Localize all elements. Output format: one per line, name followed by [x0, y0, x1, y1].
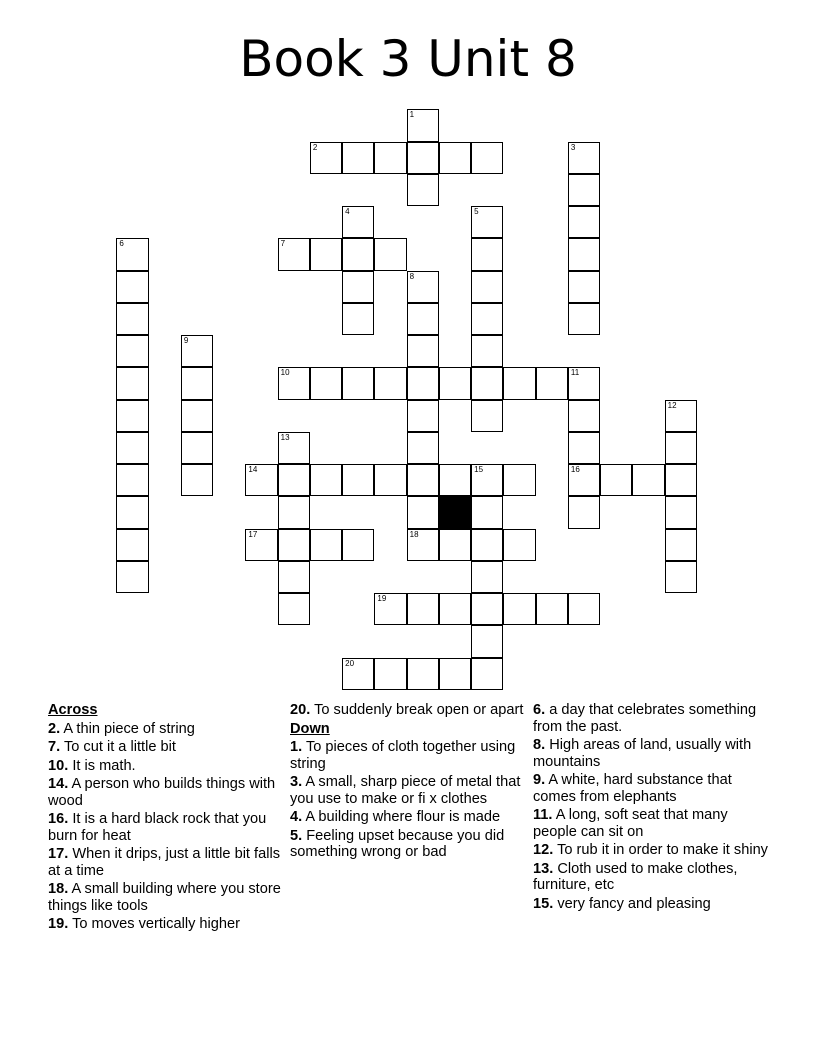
clue-number: 11. — [533, 807, 553, 823]
grid-cell[interactable] — [407, 335, 439, 367]
clue-number: 9 — [183, 336, 189, 346]
clue-number: 8 — [409, 271, 415, 281]
clue-number: 7. — [48, 739, 61, 755]
clue-number: 5. — [290, 827, 303, 844]
clue-text: It is a hard black rock that you burn for heat — [48, 811, 267, 844]
clue-number: 14. — [48, 776, 69, 792]
grid-cell[interactable] — [407, 174, 439, 206]
down-clue — [533, 861, 768, 894]
grid-cell[interactable] — [374, 367, 406, 399]
clue-number: 19. — [48, 916, 69, 932]
grid-cell[interactable] — [116, 238, 148, 270]
grid-cell[interactable] — [407, 142, 439, 174]
grid-cell[interactable] — [568, 593, 600, 625]
grid-cell[interactable] — [568, 367, 600, 399]
across-clue — [48, 916, 283, 933]
grid-cell[interactable] — [665, 496, 697, 528]
clue-number: 1. — [290, 739, 303, 755]
clues-column-1 — [48, 702, 283, 935]
clue-number: 6. — [533, 702, 546, 718]
grid-cell[interactable] — [536, 593, 568, 625]
clue-number: 20 — [345, 658, 355, 668]
clue-text: A small, sharp piece of metal that you use to make or fi x clothes — [290, 774, 521, 807]
down-clue — [533, 807, 768, 840]
grid-cell[interactable] — [278, 496, 310, 528]
grid-cell[interactable] — [374, 142, 406, 174]
grid-cell[interactable] — [568, 238, 600, 270]
clue-number: 18 — [409, 529, 419, 539]
down-clue — [290, 809, 525, 826]
grid-cell[interactable] — [181, 400, 213, 432]
grid-cell[interactable] — [568, 432, 600, 464]
clue-number: 4. — [290, 809, 303, 825]
grid-cell[interactable] — [471, 658, 503, 690]
grid-cell[interactable] — [374, 464, 406, 496]
grid-cell[interactable] — [439, 464, 471, 496]
across-clue — [48, 846, 283, 879]
grid-cell[interactable] — [116, 400, 148, 432]
down-header: Down — [290, 720, 330, 737]
grid-cell[interactable] — [471, 561, 503, 593]
across-clue — [290, 702, 525, 719]
clue-text: Feeling upset because you did something wrong or bad — [290, 827, 505, 860]
clue-number: 16 — [570, 465, 580, 475]
grid-cell[interactable] — [503, 367, 535, 399]
grid-cell[interactable] — [471, 625, 503, 657]
grid-cell[interactable] — [407, 658, 439, 690]
grid-cell[interactable] — [116, 303, 148, 335]
grid-cell[interactable] — [471, 400, 503, 432]
grid-cell[interactable] — [665, 464, 697, 496]
grid-cell[interactable] — [116, 496, 148, 528]
grid-cell[interactable] — [665, 529, 697, 561]
grid-cell[interactable] — [245, 464, 277, 496]
grid-cell[interactable] — [568, 400, 600, 432]
grid-cell[interactable] — [374, 658, 406, 690]
grid-cell[interactable] — [665, 400, 697, 432]
clue-number: 15 — [474, 465, 484, 475]
grid-cell[interactable] — [632, 464, 664, 496]
grid-cell[interactable] — [407, 529, 439, 561]
clue-text: A thin piece of string — [63, 720, 195, 737]
clue-text: To moves vertically higher — [72, 916, 240, 932]
clue-number: 16. — [48, 811, 69, 827]
grid-cell[interactable] — [342, 658, 374, 690]
grid-cell[interactable] — [471, 335, 503, 367]
clues-column-3 — [533, 702, 768, 914]
grid-cell[interactable] — [278, 238, 310, 270]
grid-cell[interactable] — [568, 206, 600, 238]
grid-cell[interactable] — [278, 593, 310, 625]
down-clue — [533, 772, 768, 805]
grid-cell[interactable] — [278, 367, 310, 399]
clue-text: very fancy and pleasing — [557, 895, 711, 912]
grid-cell[interactable] — [471, 206, 503, 238]
grid-cell[interactable] — [568, 496, 600, 528]
grid-cell[interactable] — [471, 529, 503, 561]
clue-number: 1 — [409, 110, 415, 120]
across-clue — [48, 721, 283, 738]
clue-number: 2. — [48, 720, 61, 737]
grid-cell[interactable] — [407, 464, 439, 496]
clue-number: 3 — [570, 142, 576, 152]
grid-cell[interactable] — [503, 593, 535, 625]
grid-cell[interactable] — [310, 142, 342, 174]
grid-cell[interactable] — [116, 367, 148, 399]
clue-number: 14 — [248, 465, 258, 475]
grid-cell[interactable] — [116, 432, 148, 464]
grid-cell[interactable] — [116, 335, 148, 367]
grid-cell[interactable] — [310, 367, 342, 399]
grid-cell[interactable] — [342, 367, 374, 399]
grid-cell[interactable] — [665, 561, 697, 593]
grid-cell[interactable] — [471, 142, 503, 174]
clue-number: 10 — [280, 368, 290, 378]
grid-cell[interactable] — [342, 529, 374, 561]
grid-cell[interactable] — [342, 271, 374, 303]
across-header: Across — [48, 702, 98, 718]
grid-cell[interactable] — [471, 464, 503, 496]
clue-number: 13 — [280, 432, 290, 442]
grid-cell[interactable] — [407, 432, 439, 464]
clue-number: 12. — [533, 842, 554, 858]
grid-cell[interactable] — [439, 593, 471, 625]
clue-text: A building where flour is made — [305, 809, 501, 825]
grid-cell[interactable] — [471, 496, 503, 528]
grid-cell[interactable] — [181, 432, 213, 464]
across-clue — [48, 881, 283, 914]
grid-cell[interactable] — [310, 529, 342, 561]
grid-cell[interactable] — [600, 464, 632, 496]
grid-cell[interactable] — [181, 464, 213, 496]
grid-cell[interactable] — [342, 238, 374, 270]
grid-cell[interactable] — [181, 367, 213, 399]
grid-cell[interactable] — [278, 561, 310, 593]
grid-cell[interactable] — [439, 142, 471, 174]
clue-text: To pieces of cloth together using string — [290, 739, 516, 772]
grid-cell[interactable] — [503, 464, 535, 496]
clue-text: A person who builds things with wood — [48, 776, 276, 809]
clue-text: A small building where you store things like tools — [48, 881, 281, 914]
grid-cell[interactable] — [310, 464, 342, 496]
clue-number: 5 — [474, 207, 479, 217]
down-clue — [290, 739, 525, 772]
grid-cell[interactable] — [407, 496, 439, 528]
grid-cell[interactable] — [278, 432, 310, 464]
grid-cell[interactable] — [439, 658, 471, 690]
grid-cell[interactable] — [471, 367, 503, 399]
clue-text: Cloth used to make clothes, furniture, etc — [533, 860, 738, 893]
down-clue — [533, 896, 768, 913]
grid-cell[interactable] — [374, 238, 406, 270]
clue-number: 20. — [290, 702, 311, 718]
grid-cell[interactable] — [407, 109, 439, 141]
clue-text: High areas of land, usually with mountains — [533, 737, 752, 770]
clue-number: 19 — [377, 594, 387, 604]
grid-cell[interactable] — [439, 529, 471, 561]
grid-cell[interactable] — [471, 238, 503, 270]
grid-cell[interactable] — [342, 206, 374, 238]
grid-cell[interactable] — [503, 529, 535, 561]
clue-number: 9. — [533, 772, 546, 788]
grid-cell[interactable] — [407, 367, 439, 399]
grid-cell[interactable] — [471, 271, 503, 303]
grid-cell[interactable] — [116, 529, 148, 561]
down-clue — [290, 828, 525, 861]
grid-cell[interactable] — [342, 142, 374, 174]
down-clue — [533, 737, 768, 770]
clue-number: 12 — [667, 400, 677, 410]
clue-number: 15. — [533, 895, 554, 912]
clue-text: To rub it in order to make it shiny — [557, 842, 768, 858]
clue-number: 7 — [280, 239, 286, 249]
down-clue — [533, 842, 768, 859]
grid-cell[interactable] — [439, 367, 471, 399]
grid-cell[interactable] — [310, 238, 342, 270]
grid-cell[interactable] — [245, 529, 277, 561]
clue-text: a day that celebrates something from the past. — [533, 702, 757, 735]
across-clue — [48, 811, 283, 844]
clue-number: 17. — [48, 846, 69, 862]
grid-cell[interactable] — [278, 529, 310, 561]
clue-text: When it drips, just a little bit falls at a time — [48, 846, 280, 879]
grid-cell[interactable] — [342, 303, 374, 335]
grid-cell[interactable] — [116, 561, 148, 593]
page-title: Book 3 Unit 8 — [239, 30, 577, 88]
clue-number: 18. — [48, 881, 69, 897]
grid-cell[interactable] — [568, 303, 600, 335]
grid-cell[interactable] — [116, 271, 148, 303]
grid-cell[interactable] — [471, 593, 503, 625]
clue-text: A long, soft seat that many people can sit on — [533, 807, 728, 840]
grid-cell[interactable] — [471, 303, 503, 335]
clue-number: 13. — [533, 860, 554, 877]
grid-cell[interactable] — [278, 464, 310, 496]
clue-number: 10. — [48, 757, 69, 774]
across-clue — [48, 758, 283, 775]
grid-cell[interactable] — [374, 593, 406, 625]
grid-cell[interactable] — [116, 464, 148, 496]
down-clue — [290, 774, 525, 807]
grid-cell[interactable] — [407, 593, 439, 625]
clue-number: 4 — [345, 207, 350, 217]
grid-cell[interactable] — [342, 464, 374, 496]
grid-cell[interactable] — [568, 271, 600, 303]
clues-column-2 — [290, 702, 525, 863]
across-clue — [48, 739, 283, 756]
black-cell — [439, 496, 471, 528]
grid-cell[interactable] — [407, 271, 439, 303]
grid-cell[interactable] — [568, 464, 600, 496]
clue-number: 11 — [570, 368, 580, 378]
grid-cell[interactable] — [665, 432, 697, 464]
across-clue — [48, 776, 283, 809]
grid-cell[interactable] — [181, 335, 213, 367]
clue-number: 8. — [533, 737, 546, 753]
clue-number: 6 — [119, 239, 124, 249]
clue-text: To suddenly break open or apart — [314, 702, 524, 718]
down-clue — [533, 702, 768, 735]
clue-text: A white, hard substance that comes from elephants — [533, 772, 732, 805]
grid-cell[interactable] — [568, 174, 600, 206]
clue-number: 3. — [290, 774, 303, 790]
grid-cell[interactable] — [407, 303, 439, 335]
grid-cell[interactable] — [568, 142, 600, 174]
clue-number: 2 — [312, 142, 318, 152]
clue-text: To cut it a little bit — [63, 739, 176, 755]
clue-number: 17 — [248, 529, 258, 539]
clue-text: It is math. — [72, 757, 136, 774]
grid-cell[interactable] — [536, 367, 568, 399]
grid-cell[interactable] — [407, 400, 439, 432]
